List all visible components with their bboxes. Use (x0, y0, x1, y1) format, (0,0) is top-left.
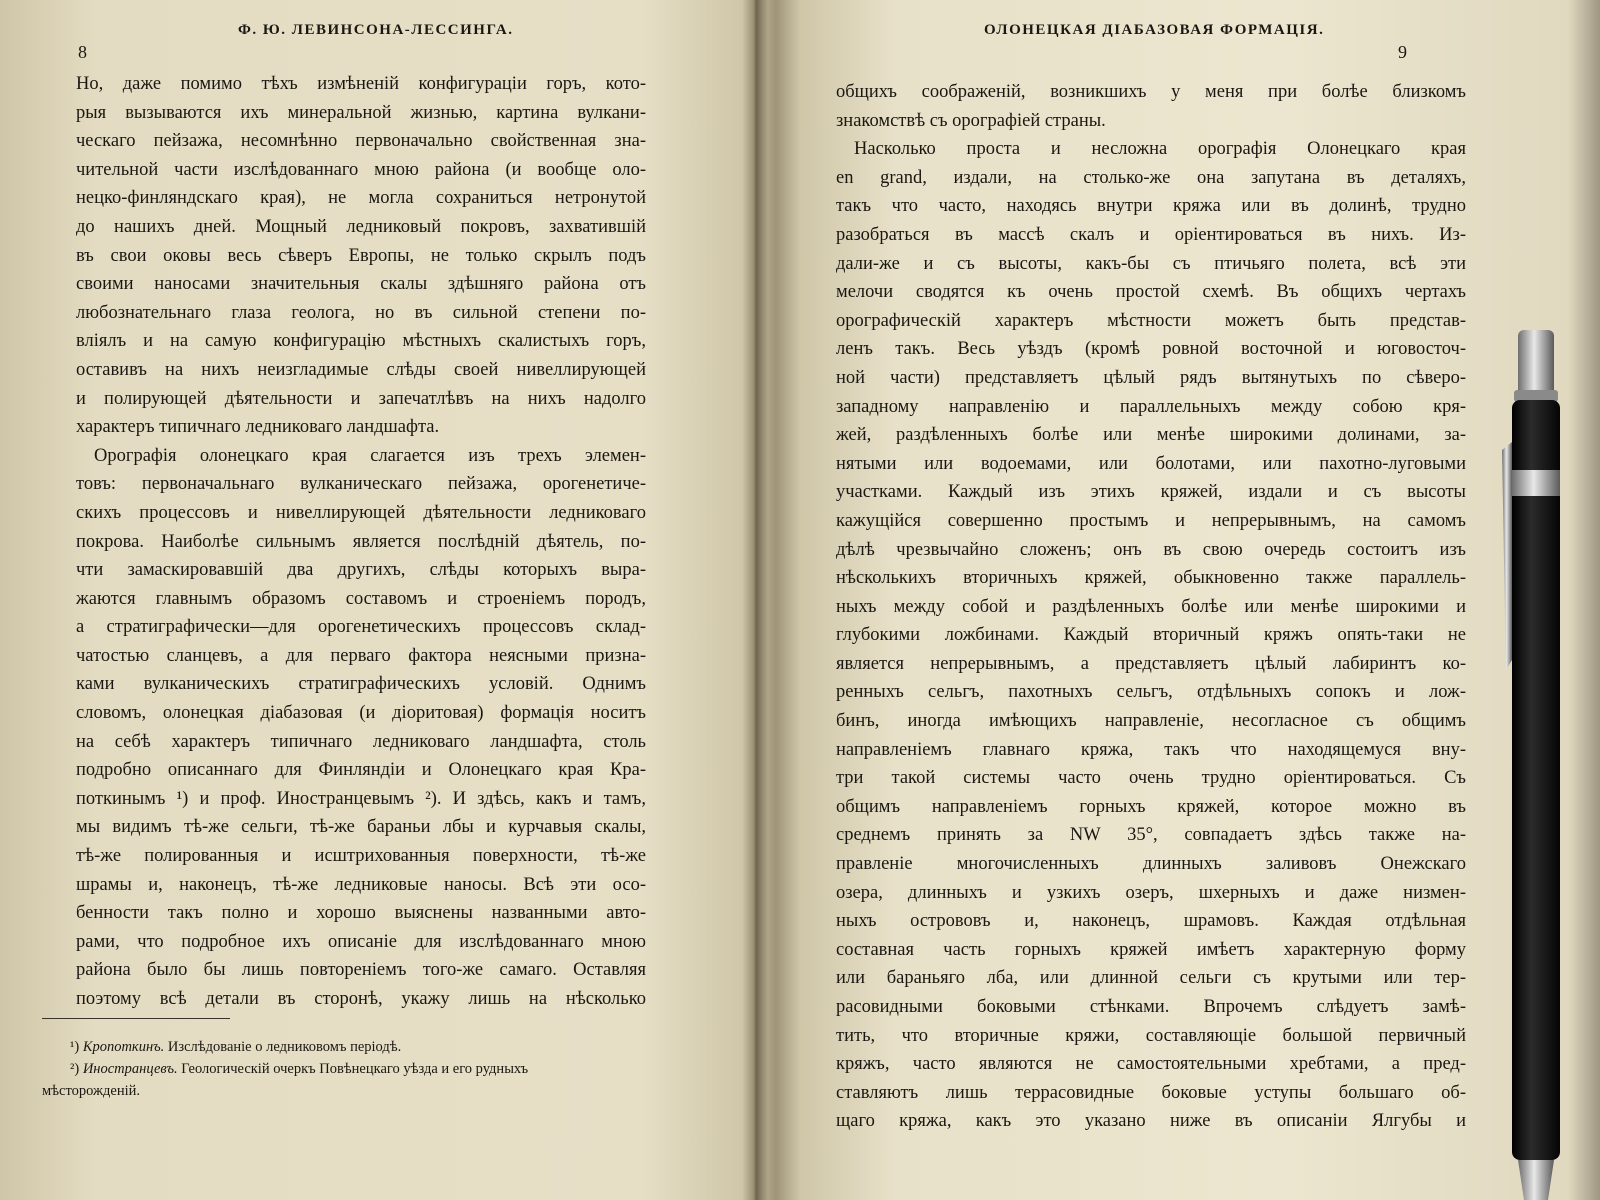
text-line: ческаго пейзажа, несомнѣнно первоначально свойственная зна- (76, 131, 646, 152)
footnote-author: Иностранцевъ. (82, 1061, 178, 1077)
page-edge-shadow (1568, 0, 1600, 1200)
text-line: en grand, издали, на столько-же она запутана въ деталяхъ, (836, 167, 1466, 188)
text-line: бенности такъ полно и хорошо выяснены названными авто- (76, 903, 646, 924)
footnote-continuation (42, 1080, 642, 1102)
footnote (42, 1058, 642, 1080)
footnote-author: Кропоткинъ. (82, 1039, 165, 1055)
text-line: правленіе многочисленныхъ длинныхъ заливовъ Онежскаго (836, 854, 1466, 875)
text-line: знакомствѣ съ орографіей страны. (836, 110, 1106, 131)
text-line: вліялъ и на самую конфигурацію мѣстныхъ скалистыхъ горъ, (76, 331, 646, 352)
mechanical-pencil (1498, 330, 1566, 1200)
text-line: любознательнаго глаза геолога, но въ сильной степени по- (76, 302, 646, 323)
right-page (770, 0, 1600, 1200)
footnotes (42, 1036, 642, 1102)
text-line: ныхъ острововъ и, наконецъ, шрамовъ. Каждая отдѣльная (836, 911, 1466, 932)
text-line: чти замаскировавшій два другихъ, слѣды которыхъ выра- (76, 560, 646, 581)
text-line: расовидными боковыми стѣнками. Впрочемъ слѣдуетъ замѣ- (836, 997, 1466, 1017)
text-line: или бараньяго лба, или длинной сельги съ крутыми или тер- (836, 968, 1466, 989)
text-line: ставляютъ лишь террасовидные боковые уступы большаго об- (836, 1082, 1466, 1103)
text-line: общихъ соображеній, возникшихъ у меня при болѣе близкомъ (836, 82, 1466, 102)
text-line: ренныхъ сельгъ, пахотныхъ сельгъ, отдѣльныхъ сопокъ и лож- (836, 682, 1466, 703)
text-line: бинъ, иногда имѣющихъ направленіе, несогласное съ общимъ (836, 711, 1466, 732)
text-line: орографическій характеръ мѣстности можетъ быть представ- (836, 310, 1466, 331)
text-line: западному направленію и параллельныхъ между собою кря- (836, 396, 1466, 417)
left-page (0, 0, 760, 1200)
text-line: глубокими ложбинами. Каждый вторичный кряжъ опять-таки не (836, 625, 1466, 646)
body-text (836, 78, 1466, 1136)
text-line: общимъ направленіемъ горныхъ кряжей, которое можно въ (836, 796, 1466, 817)
text-line: рами, что подробное ихъ описаніе для изслѣдованнаго мною (76, 931, 646, 952)
text-line: района было бы лишь повтореніемъ того-же самаго. Оставляя (76, 960, 646, 981)
text-line: ныхъ между собой и раздѣленныхъ болѣе или менѣе широкими и (836, 596, 1466, 617)
text-line: ленъ такъ. Весь уѣздъ (кромѣ ровной восточной и юговосточ- (836, 339, 1466, 360)
text-line: дали-же и съ высоты, какъ-бы съ птичьяго полета, всѣ эти (836, 253, 1466, 274)
text-line: и полирующей дѣятельности и запечатлѣвъ на нихъ надолго (76, 388, 646, 409)
text-line: такъ что часто, находясь внутри кряжа или въ долинѣ, трудно (836, 196, 1466, 217)
text-line: тѣ-же полированныя и исштрихованныя поверхности, тѣ-же (76, 846, 646, 867)
text-line: а стратиграфически—для орогенетическихъ процессовъ склад- (76, 617, 646, 638)
text-line: своими наносами значительныя скалы здѣшняго района отъ (76, 274, 646, 295)
running-head: Ф. Ю. ЛЕВИНСОНА-ЛЕССИНГА. (238, 22, 514, 38)
text-line: Орографія олонецкаго края слагается изъ трехъ элемен- (94, 445, 646, 466)
text-line: нецко-финляндскаго края), не могла сохраниться нетронутой (76, 188, 646, 209)
text-line: чительной части изслѣдованнаго мною района (и вообще оло- (76, 159, 646, 180)
pencil-icon (1498, 330, 1566, 1200)
text-line: жей, раздѣленныхъ болѣе или менѣе широкими долинами, за- (836, 425, 1466, 446)
text-line: словомъ, олонецкая діабазовая (и діоритовая) формація носитъ (76, 703, 646, 724)
text-line: ками вулканическихъ стратиграфическихъ условій. Однимъ (76, 674, 646, 695)
page-number: 9 (1398, 42, 1407, 62)
text-line: является непрерывнымъ, а представляетъ цѣлый лабиринтъ ко- (836, 653, 1466, 674)
text-line: шрамы и, наконецъ, тѣ-же ледниковые наносы. Всѣ эти осо- (76, 874, 646, 895)
text-line: Насколько проста и несложна орографія Олонецкаго края (854, 139, 1466, 160)
footnote-text: мѣсторожденій. (42, 1083, 141, 1099)
text-line: кажущійся совершенно простымъ и непрерывнымъ, на самомъ (836, 510, 1466, 531)
text-line: товъ: первоначальнаго вулканическаго пейзажа, орогенетиче- (76, 474, 646, 495)
text-line: озера, длинныхъ и узкихъ озеръ, шхерныхъ и даже низмен- (836, 882, 1466, 903)
text-line: среднемъ принять за NW 35°, совпадаетъ здѣсь также на- (836, 825, 1466, 846)
footnote-text: Изслѣдованіе о ледниковомъ періодѣ. (167, 1039, 402, 1055)
footnote-mark: ²) (70, 1061, 80, 1077)
body-text (76, 70, 646, 1014)
footnote-divider (42, 1018, 230, 1019)
text-line: три такой системы часто очень трудно оріентироваться. Съ (836, 768, 1466, 789)
text-line: жаются главнымъ образомъ составомъ и строеніемъ породъ, (76, 588, 646, 609)
text-line: разобраться въ массѣ скалъ и оріентироваться въ нихъ. Из- (836, 224, 1466, 245)
text-line: рыя вызываются ихъ минеральной жизнью, картина вулкани- (76, 102, 646, 123)
text-line: дѣлѣ чрезвычайно сложенъ; онъ въ свою очередь состоитъ изъ (836, 539, 1466, 560)
text-line: составная часть горныхъ кряжей имѣетъ характерную форму (836, 939, 1466, 960)
text-line: мелочи сводятся къ очень простой схемѣ. Въ общихъ чертахъ (836, 282, 1466, 303)
running-head: ОЛОНЕЦКАЯ ДІАБАЗОВАЯ ФОРМАЦІЯ. (984, 22, 1325, 38)
text-line: нятыми или водоемами, или болотами, или пахотно-луговыми (836, 453, 1466, 474)
text-line: до нашихъ дней. Мощный ледниковый покровъ, захватившій (76, 216, 646, 237)
text-line: покрова. Наиболѣе сильнымъ является послѣдній дѣятель, по- (76, 531, 646, 552)
text-line: нѣсколькихъ вторичныхъ кряжей, обыкновенно также параллель- (836, 568, 1466, 589)
text-line: Но, даже помимо тѣхъ измѣненій конфигураціи горъ, кото- (76, 74, 646, 94)
footnote (42, 1036, 642, 1058)
text-line: характеръ типичнаго ледниковаго ландшафта. (76, 417, 440, 438)
text-line: поткинымъ ¹) и проф. Иностранцевымъ ²). И здѣсь, какъ и тамъ, (76, 788, 646, 809)
text-line: участками. Каждый изъ этихъ кряжей, издали и съ высоты (836, 482, 1466, 503)
text-line: направленіемъ главнаго кряжа, такъ что находящемуся вну- (836, 739, 1466, 760)
text-line: щаго кряжа, какъ это указано ниже въ описаніи Ялгубы и (836, 1111, 1466, 1132)
text-line: тить, что вторичные кряжи, составляющіе большой первичный (836, 1025, 1466, 1046)
page-number: 8 (78, 42, 87, 62)
book-gutter (742, 0, 768, 1200)
footnote-text: Геологическій очеркъ Повѣнецкаго уѣзда и его рудныхъ (181, 1061, 529, 1077)
text-line: кряжъ, часто являются не самостоятельными хребтами, а пред- (836, 1054, 1466, 1075)
text-line: поэтому всѣ детали въ сторонѣ, укажу лишь на нѣсколько (76, 989, 646, 1009)
text-line: ной части) представляетъ цѣлый рядъ вытянутыхъ по сѣверо- (836, 367, 1466, 388)
text-line: оставивъ на нихъ неизгладимые слѣды своей нивеллирующей (76, 359, 646, 380)
text-line: подробно описаннаго для Финляндіи и Олонецкаго края Кра- (76, 760, 646, 781)
text-line: мы видимъ тѣ-же сельги, тѣ-же бараньи лбы и курчавыя скалы, (76, 817, 646, 838)
text-line: на себѣ характеръ типичнаго ледниковаго ландшафта, столь (76, 731, 646, 752)
footnote-mark: ¹) (70, 1039, 80, 1055)
text-line: въ свои оковы весь сѣверъ Европы, не только скрылъ подъ (76, 245, 646, 266)
text-line: скихъ процессовъ и нивеллирующей дѣятельности ледниковаго (76, 502, 646, 523)
text-line: чатостью сланцевъ, а для перваго фактора неясными призна- (76, 645, 646, 666)
